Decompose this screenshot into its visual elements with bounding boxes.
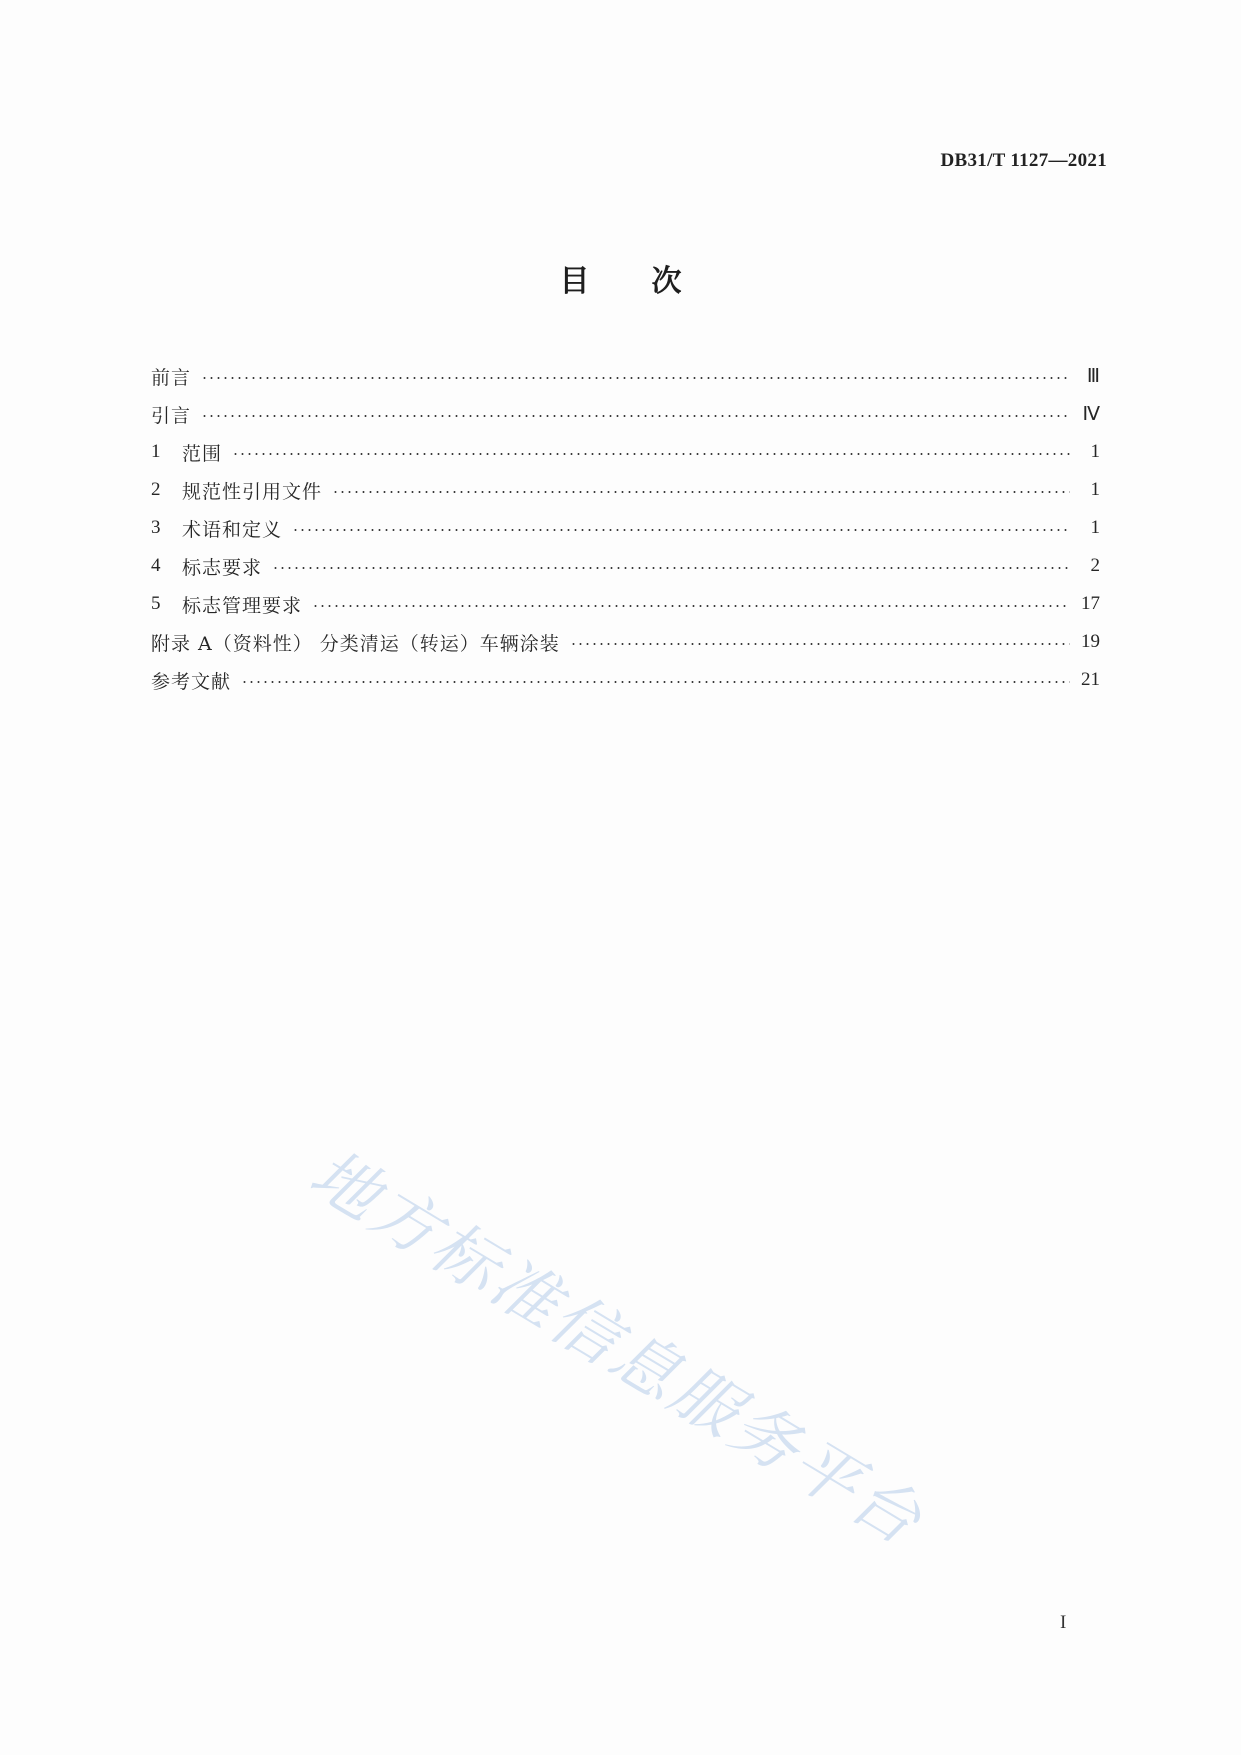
toc-entry-number: 2 — [151, 479, 161, 500]
page-number: I — [1060, 1612, 1067, 1633]
toc-entry-sign-requirements[interactable] — [151, 547, 1100, 585]
toc-entry-page: 19 — [1081, 631, 1100, 652]
toc-entry-number: 4 — [151, 555, 161, 576]
toc-entry-number: 5 — [151, 593, 161, 614]
toc-entry-label: 范围 — [182, 442, 223, 465]
toc-entry-number: 1 — [151, 441, 161, 462]
toc-dot-leader — [292, 529, 1070, 531]
toc-title — [0, 256, 1241, 300]
toc-entry-label: 前言 — [151, 366, 192, 389]
toc-entry-page: 2 — [1090, 555, 1100, 576]
toc-dot-leader — [272, 567, 1070, 569]
toc-dot-leader — [201, 377, 1070, 379]
toc-entry-label: 参考文献 — [151, 670, 232, 693]
toc-entry-page: Ⅲ — [1086, 365, 1100, 387]
toc-entry-introduction[interactable] — [151, 395, 1100, 433]
toc-dot-leader — [241, 681, 1070, 683]
toc-dot-leader — [570, 643, 1070, 645]
toc-entry-terms-definitions[interactable] — [151, 509, 1100, 547]
toc-entry-page: 1 — [1090, 441, 1100, 462]
toc-entry-label: 标志要求 — [182, 556, 263, 579]
watermark-text: 地方标准信息服务平台 — [297, 1134, 937, 1562]
toc-entry-label: 附录 A（资料性） 分类清运（转运）车辆涂装 — [151, 632, 560, 655]
toc-entry-scope[interactable] — [151, 433, 1100, 471]
toc-entry-number: 3 — [151, 517, 161, 538]
toc-entry-normative-references[interactable] — [151, 471, 1100, 509]
toc-entry-page: 1 — [1090, 517, 1100, 538]
toc-entry-page: 1 — [1090, 479, 1100, 500]
toc-entry-label: 规范性引用文件 — [182, 480, 323, 503]
toc-entry-page: Ⅳ — [1082, 403, 1100, 425]
document-code: DB31/T 1127—2021 — [940, 150, 1107, 171]
toc-entry-page: 21 — [1081, 669, 1100, 690]
toc-entry-label: 标志管理要求 — [182, 594, 303, 617]
toc-title-char: 目 — [559, 264, 590, 299]
toc-entry-foreword[interactable] — [151, 357, 1100, 395]
toc-entry-bibliography[interactable] — [151, 661, 1100, 699]
toc-entry-appendix-a[interactable] — [151, 623, 1100, 661]
toc-entry-label: 术语和定义 — [182, 518, 283, 541]
toc-dot-leader — [332, 491, 1070, 493]
toc-entry-page: 17 — [1081, 593, 1100, 614]
toc-dot-leader — [312, 605, 1070, 607]
toc-title-char: 次 — [651, 264, 682, 299]
toc-dot-leader — [232, 453, 1070, 455]
toc-entry-sign-management[interactable] — [151, 585, 1100, 623]
toc-dot-leader — [201, 415, 1070, 417]
toc-entry-label: 引言 — [151, 404, 192, 427]
table-of-contents — [151, 357, 1100, 699]
